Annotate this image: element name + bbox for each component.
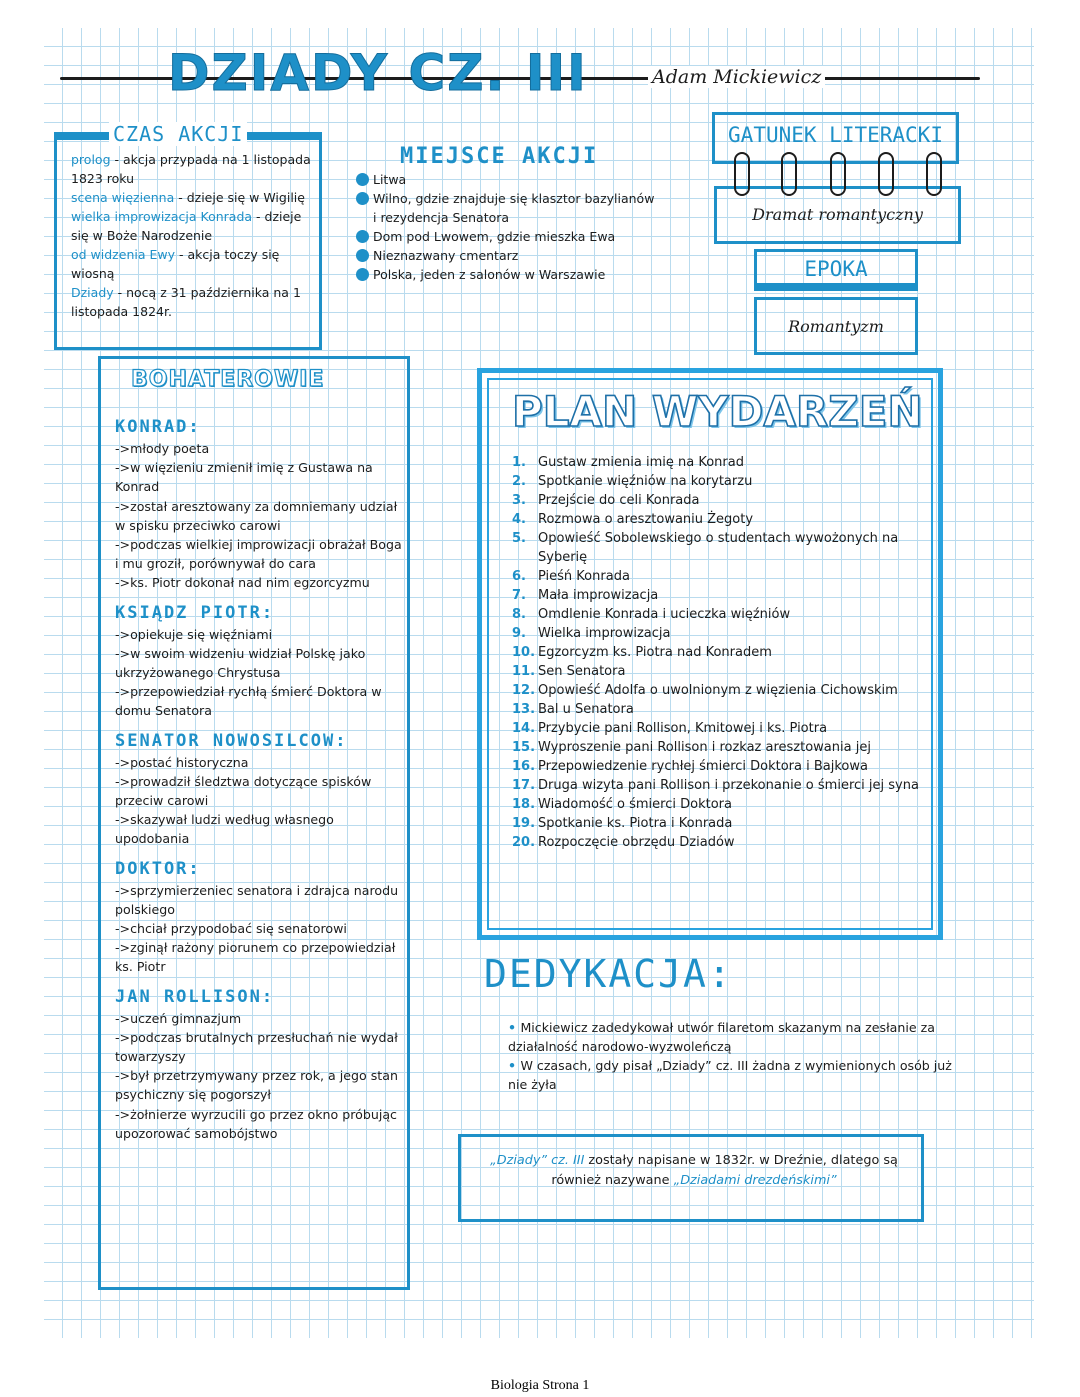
binder-ring-icon bbox=[878, 152, 894, 196]
plan-item-number: 16. bbox=[512, 759, 536, 774]
czas-item-key: Dziady bbox=[71, 285, 114, 300]
character-line: ->chciał przypodobać się senatorowi bbox=[115, 921, 347, 937]
dedykacja-item-text: W czasach, gdy pisał „Dziady” cz. III żadna z wymienionych osób już nie żyła bbox=[508, 1058, 952, 1092]
dedykacja-item bbox=[508, 1018, 972, 1056]
list-item: Dom pod Lwowem, gdzie mieszka Ewa bbox=[356, 227, 656, 246]
list-item: Wilno, gdzie znajduje się klasztor bazylianów i rezydencja Senatora bbox=[356, 189, 656, 227]
czas-akcji-box bbox=[54, 122, 322, 350]
plan-item-number: 13. bbox=[512, 702, 536, 717]
page-title: DZIADY CZ. III bbox=[168, 44, 588, 102]
epoka-heading: EPOKA bbox=[804, 257, 868, 281]
character-line: ->podczas brutalnych przesłuchań nie wydał towarzyszy bbox=[115, 1029, 398, 1065]
character-name-piotr: KSIĄDZ PIOTR: bbox=[115, 602, 275, 623]
plan-item bbox=[512, 757, 932, 776]
plan-item-text: Spotkanie więźniów na korytarzu bbox=[538, 474, 753, 489]
plan-item bbox=[512, 643, 932, 662]
czas-item bbox=[71, 245, 319, 283]
plan-item-number: 14. bbox=[512, 721, 536, 736]
plan-wydarzen-box bbox=[477, 368, 943, 940]
character-line: ->w więzieniu zmienił imię z Gustawa na Konrad bbox=[115, 460, 373, 495]
plan-item bbox=[512, 472, 932, 491]
czas-item-key: scena więzienna bbox=[71, 190, 175, 205]
plan-item-number: 12. bbox=[512, 683, 536, 698]
czas-item-text: - akcja przypada na 1 listopada 1823 roku bbox=[71, 152, 311, 186]
miejsce-akcji-heading: MIEJSCE AKCJI bbox=[400, 144, 599, 169]
note-body: zostały napisane w 1832r. w Dreźnie, dlatego są również nazywane bbox=[551, 1153, 898, 1188]
czas-item-key: prolog bbox=[71, 152, 111, 167]
dedykacja-text bbox=[508, 1018, 972, 1094]
bohaterowie-box bbox=[98, 356, 410, 1290]
epoka-value: Romantyzm bbox=[788, 317, 884, 336]
plan-item-text: Druga wizyta pani Rollison i przekonanie o śmierci jej syna bbox=[538, 778, 919, 793]
plan-item-text: Pieśń Konrada bbox=[538, 569, 630, 584]
note-box bbox=[458, 1134, 924, 1222]
character-line: ->prowadził śledztwa dotyczące spisków przeciw carowi bbox=[115, 773, 372, 809]
plan-item-text: Spotkanie ks. Piotra i Konrada bbox=[538, 816, 733, 831]
plan-item-number: 20. bbox=[512, 835, 536, 850]
czas-item-text: - akcja toczy się wiosną bbox=[71, 247, 280, 281]
plan-item bbox=[512, 586, 932, 605]
bullet-icon: • bbox=[508, 1020, 521, 1035]
character-name-rollison: JAN ROLLISON: bbox=[115, 986, 275, 1007]
character-line: ->zginął rażony piorunem co przepowiedział ks. Piotr bbox=[115, 940, 396, 975]
czas-item-key: od widzenia Ewy bbox=[71, 247, 175, 262]
binder-ring-icon bbox=[781, 152, 797, 196]
page-footer: Biologia Strona 1 bbox=[490, 1378, 590, 1393]
plan-item-number: 7. bbox=[512, 588, 526, 603]
plan-item-number: 4. bbox=[512, 512, 526, 527]
plan-item bbox=[512, 605, 932, 624]
plan-item-number: 5. bbox=[512, 531, 526, 546]
plan-item-text: Omdlenie Konrada i ucieczka więźniów bbox=[538, 607, 791, 622]
czas-item bbox=[71, 207, 319, 245]
character-name-konrad: KONRAD: bbox=[115, 417, 201, 437]
character-line: ->opiekuje się więźniami bbox=[115, 626, 273, 642]
epoka-heading-box bbox=[754, 249, 918, 291]
note-text bbox=[471, 1151, 917, 1191]
plan-item-number: 10. bbox=[512, 645, 536, 660]
dedykacja-item-text: Mickiewicz zadedykował utwór filaretom skazanym na zesłanie za działalność narodowo-wyzwoleńczą bbox=[508, 1020, 935, 1054]
bohaterowie-heading: BOHATEROWIE bbox=[131, 367, 325, 392]
plan-item-number: 11. bbox=[512, 664, 536, 679]
bohaterowie-body bbox=[115, 415, 405, 1143]
plan-item bbox=[512, 624, 932, 643]
note-quote: „Dziady” cz. III bbox=[490, 1153, 585, 1168]
character-line: ->podczas wielkiej improwizacji obrażał Boga i mu groził, porównywał do cara bbox=[115, 537, 402, 572]
czas-item-text: - dzieje się w Wigilię bbox=[174, 190, 305, 205]
character-line: ->był przetrzymywany przez rok, a jego stan psychiczny się pogorszył bbox=[115, 1068, 398, 1103]
plan-item-text: Przejście do celi Konrada bbox=[538, 493, 700, 508]
czas-item bbox=[71, 150, 319, 188]
czas-item-text: - dzieje się w Boże Narodzenie bbox=[71, 209, 302, 243]
plan-item-text: Opowieść Adolfa o uwolnionym z więzienia Cichowskim bbox=[538, 683, 898, 698]
plan-item-number: 3. bbox=[512, 493, 526, 508]
plan-wydarzen-list bbox=[512, 453, 932, 852]
plan-item-text: Przepowiedzenie rychłej śmierci Doktora i Bajkowa bbox=[538, 759, 868, 774]
plan-item bbox=[512, 529, 932, 567]
character-line: ->postać historyczna bbox=[115, 754, 249, 770]
character-line: ->młody poeta bbox=[115, 441, 210, 456]
binder-ring-icon bbox=[734, 152, 750, 196]
list-item: Polska, jeden z salonów w Warszawie bbox=[356, 265, 656, 284]
character-name-senator: SENATOR NOWOSILCOW: bbox=[115, 730, 348, 751]
plan-item-number: 2. bbox=[512, 474, 526, 489]
czas-akcji-text bbox=[71, 150, 319, 321]
plan-item-text: Mała improwizacja bbox=[538, 588, 659, 603]
character-line: ->w swoim widzeniu widział Polskę jako ukrzyżowanego Chrystusa bbox=[115, 645, 366, 681]
plan-item bbox=[512, 453, 932, 472]
plan-item bbox=[512, 681, 932, 700]
plan-item bbox=[512, 662, 932, 681]
character-line: ->ks. Piotr dokonał nad nim egzorcyzmu bbox=[115, 575, 370, 591]
czas-item-text: - nocą z 31 października na 1 listopada 1824r. bbox=[71, 285, 301, 319]
plan-item bbox=[512, 719, 932, 738]
plan-item-number: 9. bbox=[512, 626, 526, 641]
plan-item-text: Rozpoczęcie obrzędu Dziadów bbox=[538, 835, 735, 850]
character-line: ->sprzymierzeniec senatora i zdrajca narodu polskiego bbox=[115, 882, 399, 917]
plan-item bbox=[512, 795, 932, 814]
czas-item bbox=[71, 283, 319, 321]
plan-item bbox=[512, 491, 932, 510]
plan-item-number: 6. bbox=[512, 569, 526, 584]
dedykacja-item bbox=[508, 1056, 972, 1094]
character-line: ->uczeń gimnazjum bbox=[115, 1010, 242, 1026]
plan-item-text: Rozmowa o aresztowaniu Żegoty bbox=[538, 512, 754, 527]
plan-wydarzen-heading: PLAN WYDARZEŃ bbox=[512, 387, 923, 436]
bullet-icon: • bbox=[508, 1058, 521, 1073]
plan-item bbox=[512, 738, 932, 757]
plan-item bbox=[512, 776, 932, 795]
plan-item-text: Wielka improwizacja bbox=[538, 626, 671, 641]
plan-item-text: Wiadomość o śmierci Doktora bbox=[538, 797, 732, 812]
plan-item-number: 17. bbox=[512, 778, 536, 793]
plan-item-number: 1. bbox=[512, 455, 526, 470]
plan-item-number: 18. bbox=[512, 797, 536, 812]
character-line: ->przepowiedział rychłą śmierć Doktora w domu Senatora bbox=[115, 684, 382, 719]
plan-item-text: Opowieść Sobolewskiego o studentach wywożonych na Syberię bbox=[538, 531, 899, 565]
plan-item-number: 15. bbox=[512, 740, 536, 755]
plan-item-text: Bal u Senatora bbox=[538, 702, 634, 717]
miejsce-akcji-list bbox=[356, 170, 656, 284]
plan-item-text: Wyproszenie pani Rollison i rozkaz aresztowania jej bbox=[538, 740, 871, 755]
plan-item-text: Egzorcyzm ks. Piotra nad Konradem bbox=[538, 645, 772, 660]
list-item: Nieznazwany cmentarz bbox=[356, 246, 656, 265]
czas-item-key: wielka improwizacja Konrada bbox=[71, 209, 253, 224]
plan-item-text: Sen Senatora bbox=[538, 664, 626, 679]
list-item: Litwa bbox=[356, 170, 656, 189]
character-line: ->został aresztowany za domniemany udział w spisku przeciwko carowi bbox=[115, 498, 398, 533]
epoka-value-box bbox=[754, 297, 918, 355]
plan-item bbox=[512, 833, 932, 852]
plan-item-text: Przybycie pani Rollison, Kmitowej i ks. Piotra bbox=[538, 721, 828, 736]
character-line: ->żołnierze wyrzucili go przez okno próbując upozorować samobójstwo bbox=[115, 1106, 397, 1141]
plan-item-number: 19. bbox=[512, 816, 536, 831]
note-quote: „Dziadami drezdeńskimi” bbox=[673, 1173, 837, 1188]
plan-item bbox=[512, 814, 932, 833]
binder-ring-icon bbox=[926, 152, 942, 196]
author-name: Adam Mickiewicz bbox=[648, 66, 825, 88]
plan-item bbox=[512, 567, 932, 586]
gatunek-heading: GATUNEK LITERACKI bbox=[728, 123, 943, 147]
character-line: ->skazywał ludzi według własnego upodobania bbox=[115, 812, 334, 847]
dedykacja-heading: DEDYKACJA: bbox=[484, 952, 733, 996]
plan-item bbox=[512, 510, 932, 529]
plan-item bbox=[512, 700, 932, 719]
plan-item-text: Gustaw zmienia imię na Konrad bbox=[538, 455, 744, 470]
czas-item bbox=[71, 188, 319, 207]
binder-ring-icon bbox=[830, 152, 846, 196]
czas-akcji-heading: CZAS AKCJI bbox=[109, 122, 247, 146]
plan-item-number: 8. bbox=[512, 607, 526, 622]
character-name-doktor: DOKTOR: bbox=[115, 858, 201, 879]
gatunek-value: Dramat romantyczny bbox=[752, 205, 923, 224]
